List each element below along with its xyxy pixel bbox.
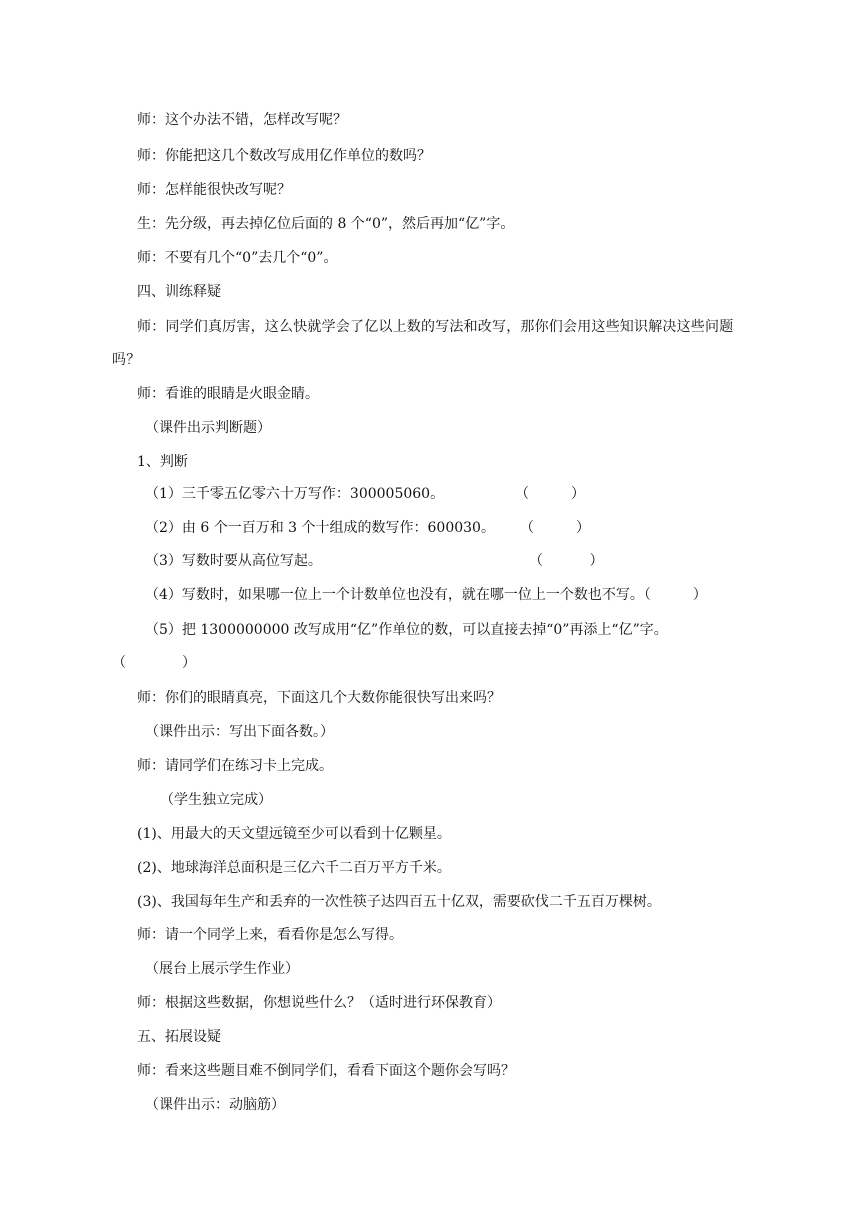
teacher-line-rewrite-method: 师：这个办法不错，怎样改写呢？ — [137, 112, 347, 128]
judge-question-5: （5）把 1300000000 改写成用“亿”作单位的数，可以直接去掉“0”再添上“亿”字。 — [145, 622, 668, 638]
teacher-paragraph-praise: 师：同学们真厉害，这么快就学会了亿以上数的写法和改写，那你们会用这些知识解决这些问题吗？ — [112, 319, 734, 368]
courseware-note-brain-teaser: （课件出示：动脑筋） — [145, 1097, 285, 1113]
judge-answer-blank-3: （ ） — [529, 553, 604, 569]
teacher-line-environment: 师：根据这些数据，你想说些什么？（适时进行环保教育） — [137, 995, 501, 1011]
judge-question-3: （3）写数时要从高位写起。 — [145, 553, 322, 569]
note-independent-work: （学生独立完成） — [160, 792, 272, 808]
teacher-line-rewrite-yi-unit: 师：你能把这几个数改写成用亿作单位的数吗？ — [137, 148, 431, 164]
write-exercise-1: (1)、用最大的天文望远镜至少可以看到十亿颗星。 — [137, 826, 451, 842]
courseware-note-write-numbers: （课件出示：写出下面各数。） — [145, 724, 334, 740]
judge-question-2: （2）由 6 个一百万和 3 个十组成的数写作：600030。 — [145, 520, 495, 536]
write-exercise-2: (2)、地球海洋总面积是三亿六千二百万平方千米。 — [137, 860, 451, 876]
note-show-student-work: （展台上展示学生作业） — [145, 961, 299, 977]
section-heading-four: 四、训练释疑 — [137, 284, 221, 300]
exercise-heading-judge: 1、判断 — [137, 454, 188, 470]
judge-answer-blank-2: （ ） — [520, 520, 590, 536]
teacher-line-sharp-eyes: 师：看谁的眼睛是火眼金睛。 — [137, 386, 319, 402]
judge-question-1: （1）三千零五亿零六十万写作：300005060。 — [145, 486, 445, 502]
teacher-line-practice-card: 师：请同学们在练习卡上完成。 — [137, 758, 333, 774]
write-exercise-3: (3)、我国每年生产和丢弃的一次性筷子达四百五十亿双，需要砍伐二千五百万棵树。 — [137, 894, 661, 910]
judge-question-4: （4）写数时，如果哪一位上一个计数单位也没有，就在哪一位上一个数也不写。（ ） — [145, 587, 707, 603]
section-heading-five: 五、拓展设疑 — [137, 1029, 221, 1045]
student-line-answer: 生：先分级，再去掉亿位后面的 8 个“0”，然后再加“亿”字。 — [137, 216, 515, 232]
courseware-note-judgement: （课件出示判断题） — [145, 420, 271, 436]
teacher-line-bright-eyes: 师：你们的眼睛真亮，下面这几个大数你能很快写出来吗？ — [137, 690, 501, 706]
judge-answer-blank-5: （ ） — [112, 655, 196, 671]
teacher-line-challenge: 师：看来这些题目难不倒同学们，看看下面这个题你会写吗？ — [137, 1063, 515, 1079]
teacher-line-come-up: 师：请一个同学上来，看看你是怎么写得。 — [137, 927, 403, 943]
teacher-line-quick-rewrite: 师：怎样能很快改写呢？ — [137, 182, 291, 198]
teacher-line-zeros: 师：不要有几个“0”去几个“0”。 — [137, 250, 338, 266]
judge-answer-blank-1: （ ） — [515, 486, 585, 502]
